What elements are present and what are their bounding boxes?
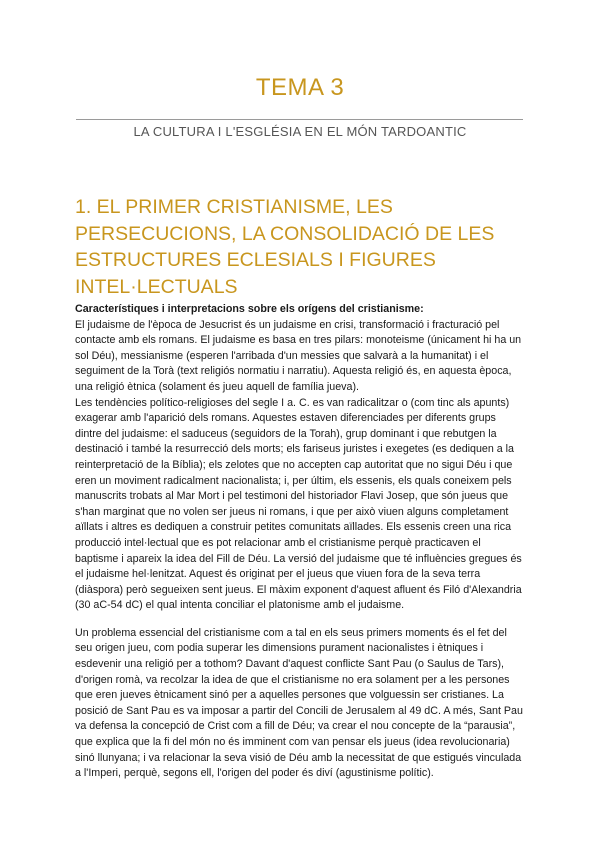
paragraph-spacer (75, 614, 525, 626)
paragraph-3: Un problema essencial del cristianisme com a tal en els seus primers moments és el fet del seu origen jueu, com podia superar les dimensions purament nacionalistes i ètniques i esdevenir una religió per a tothom? Davant d'aquest conflicte Sant Pau (o Saulus de Tars), d'origen romà, va recolzar la idea de que el cristianisme no era solament per a les persones que eren jueves ètnicament sinó per a aquelles persones que volguessin ser cristianes. La posició de Sant Pau es va imposar a partir del Concili de Jerusalem al 49 dC. A més, Sant Pau va defensa la concepció de Crist com a fill de Déu; va crear el nou concepte de la “parausia”, que explica que la fi del món no és imminent com van pensar els jueus (idea revolucionaria) sinó llunyana; i va relacionar la seva visió de Déu amb la necessitat de que estigués vinculada a l'Imperi, perquè, segons ell, l'origen del poder és diví (agustinisme polític). (75, 626, 523, 780)
title-divider (76, 119, 523, 120)
section-heading: 1. EL PRIMER CRISTIANISME, LES PERSECUCIONS, LA CONSOLIDACIÓ DE LES ESTRUCTURES ECLESIALS I FIGURES INTEL·LECTUALS (75, 196, 495, 298)
paragraph-1: El judaisme de l'època de Jesucrist és un judaisme en crisi, transformació i fracturació pel contacte amb els romans. El judaisme es basa en tres pilars: monoteisme (únicament hi ha un sol Déu), messianisme (esperen l'arribada d'un messies que salvarà a la humanitat) i el seguiment de la Torà (text religiós normatiu i narratiu). Aquesta religió és, en aquesta època, una religió ètnica (solament és jueu aquell de família jueva). (75, 318, 522, 393)
paragraph-2: Les tendències político-religioses del segle I a. C. es van radicalitzar o (com tinc als apunts) exagerar amb l'aparició dels romans. Aquestes estaven diferenciades per diferents grups dintre del judaisme: el saduceus (seguidors de la Torah), grup dominant i que rebutgen la destinació i també la resurrecció dels morts; els fariseus juristes i exegetes (es dediquen a la reinterpretació de la Bíblia); els zelotes que no accepten cap autoritat que no sigui Déu i que eren un moviment radicalment nacionalista; i, per últim, els essenis, els quals coneixem pels manuscrits trobats al Mar Mort i pel testimoni del historiador Flavi Josep, que són jueus que s'han marginat que no volen ser jueus ni romans, i que per això viuen alguns completament aïllats i altres es dediquen a construir petites comunitats aïllades. Els essenis creen una rica producció intel·lectual que es pot relacionar amb el cristianisme perquè practicaven el baptisme i apareix la idea del Fill de Déu. La versió del judaisme que té influències gregues és el judaisme hel·lenitzat. Aquest és originat per el jueus que viuen fora de la seva terra (diàspora) però segueixen sent jueus. El màxim exponent d'aquest afluent és Filó d'Alexandria (30 aC-54 dC) el qual intenta conciliar el platonisme amb el judaisme. (75, 396, 522, 612)
body-text (75, 302, 525, 782)
chapter-subtitle: LA CULTURA I L'ESGLÉSIA EN EL MÓN TARDOANTIC (133, 124, 467, 139)
chapter-title: TEMA 3 (255, 74, 345, 101)
paragraph-heading: Característiques i interpretacions sobre els orígens del cristianisme: (75, 303, 424, 315)
